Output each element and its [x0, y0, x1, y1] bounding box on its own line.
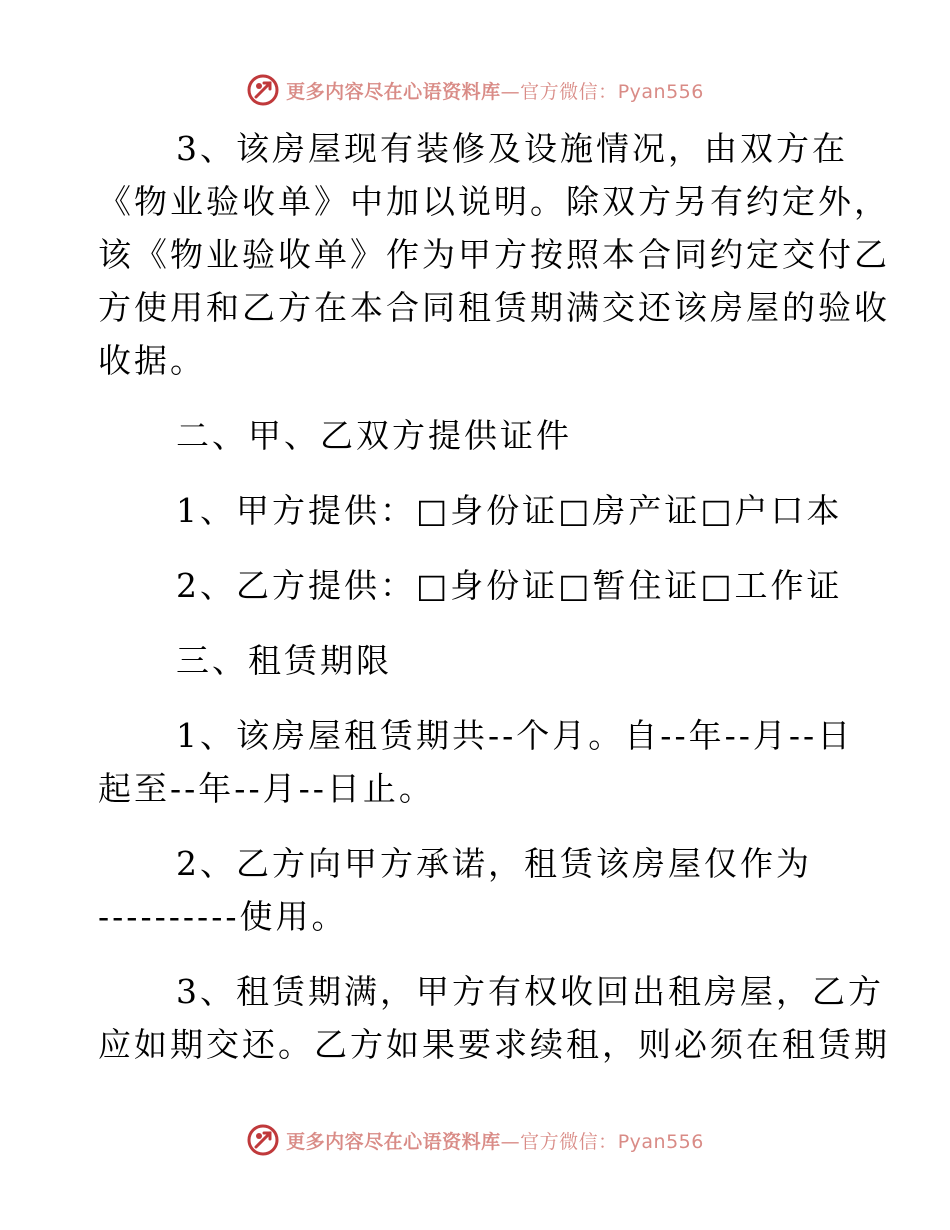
- watermark-wechat-id: Pyan556: [617, 80, 704, 103]
- text-line: 2、乙方向甲方承诺，租赁该房屋仅作为: [176, 844, 812, 883]
- text-line: 《物业验收单》中加以说明。除双方另有约定外，: [98, 182, 890, 221]
- section-heading-lease-term: [98, 634, 858, 687]
- watermark-brand: 更多内容尽在心语资料库: [286, 80, 501, 103]
- paragraph-party-b-documents: [98, 559, 858, 612]
- paragraph-lease-expiry: [98, 965, 890, 1071]
- text-line: ----------使用。: [98, 897, 348, 936]
- section-heading: 三、租赁期限: [176, 641, 392, 680]
- text-line: 3、该房屋现有装修及设施情况，由双方在: [176, 129, 848, 168]
- watermark-wechat-label: 官方微信：: [520, 1130, 618, 1153]
- paragraph-party-a-documents: [98, 484, 858, 537]
- paragraph-usage-commitment: [98, 837, 858, 943]
- text-line: 1、甲方提供：□身份证□房产证□户口本: [176, 491, 843, 530]
- watermark-brand: 更多内容尽在心语资料库: [286, 1130, 501, 1153]
- text-line: 收据。: [98, 341, 206, 380]
- watermark-text: [286, 77, 704, 104]
- paragraph-lease-period: [98, 709, 858, 815]
- text-line: 该《物业验收单》作为甲方按照本合同约定交付乙: [98, 235, 890, 274]
- header-watermark: [0, 70, 950, 110]
- watermark-separator: —: [500, 80, 521, 103]
- text-line: 3、租赁期满，甲方有权收回出租房屋，乙方: [176, 972, 884, 1011]
- watermark-text: [286, 1127, 704, 1154]
- document-body: [98, 122, 890, 1071]
- text-line: 方使用和乙方在本合同租赁期满交还该房屋的验收: [98, 288, 890, 327]
- text-line: 1、该房屋租赁期共--个月。自--年--月--日: [176, 716, 854, 755]
- watermark-wechat-id: Pyan556: [617, 1130, 704, 1153]
- brand-logo-icon: [246, 1123, 280, 1157]
- text-line: 起至--年--月--日止。: [98, 769, 435, 808]
- paragraph-inspection: [98, 122, 890, 387]
- footer-watermark: [0, 1120, 950, 1160]
- watermark-separator: —: [500, 1130, 521, 1153]
- watermark-wechat-label: 官方微信：: [520, 80, 618, 103]
- section-heading-documents: [98, 409, 858, 462]
- text-line: 应如期交还。乙方如果要求续租，则必须在租赁期: [98, 1025, 890, 1064]
- section-heading: 二、甲、乙双方提供证件: [176, 416, 572, 455]
- brand-logo-icon: [246, 73, 280, 107]
- text-line: 2、乙方提供：□身份证□暂住证□工作证: [176, 566, 843, 605]
